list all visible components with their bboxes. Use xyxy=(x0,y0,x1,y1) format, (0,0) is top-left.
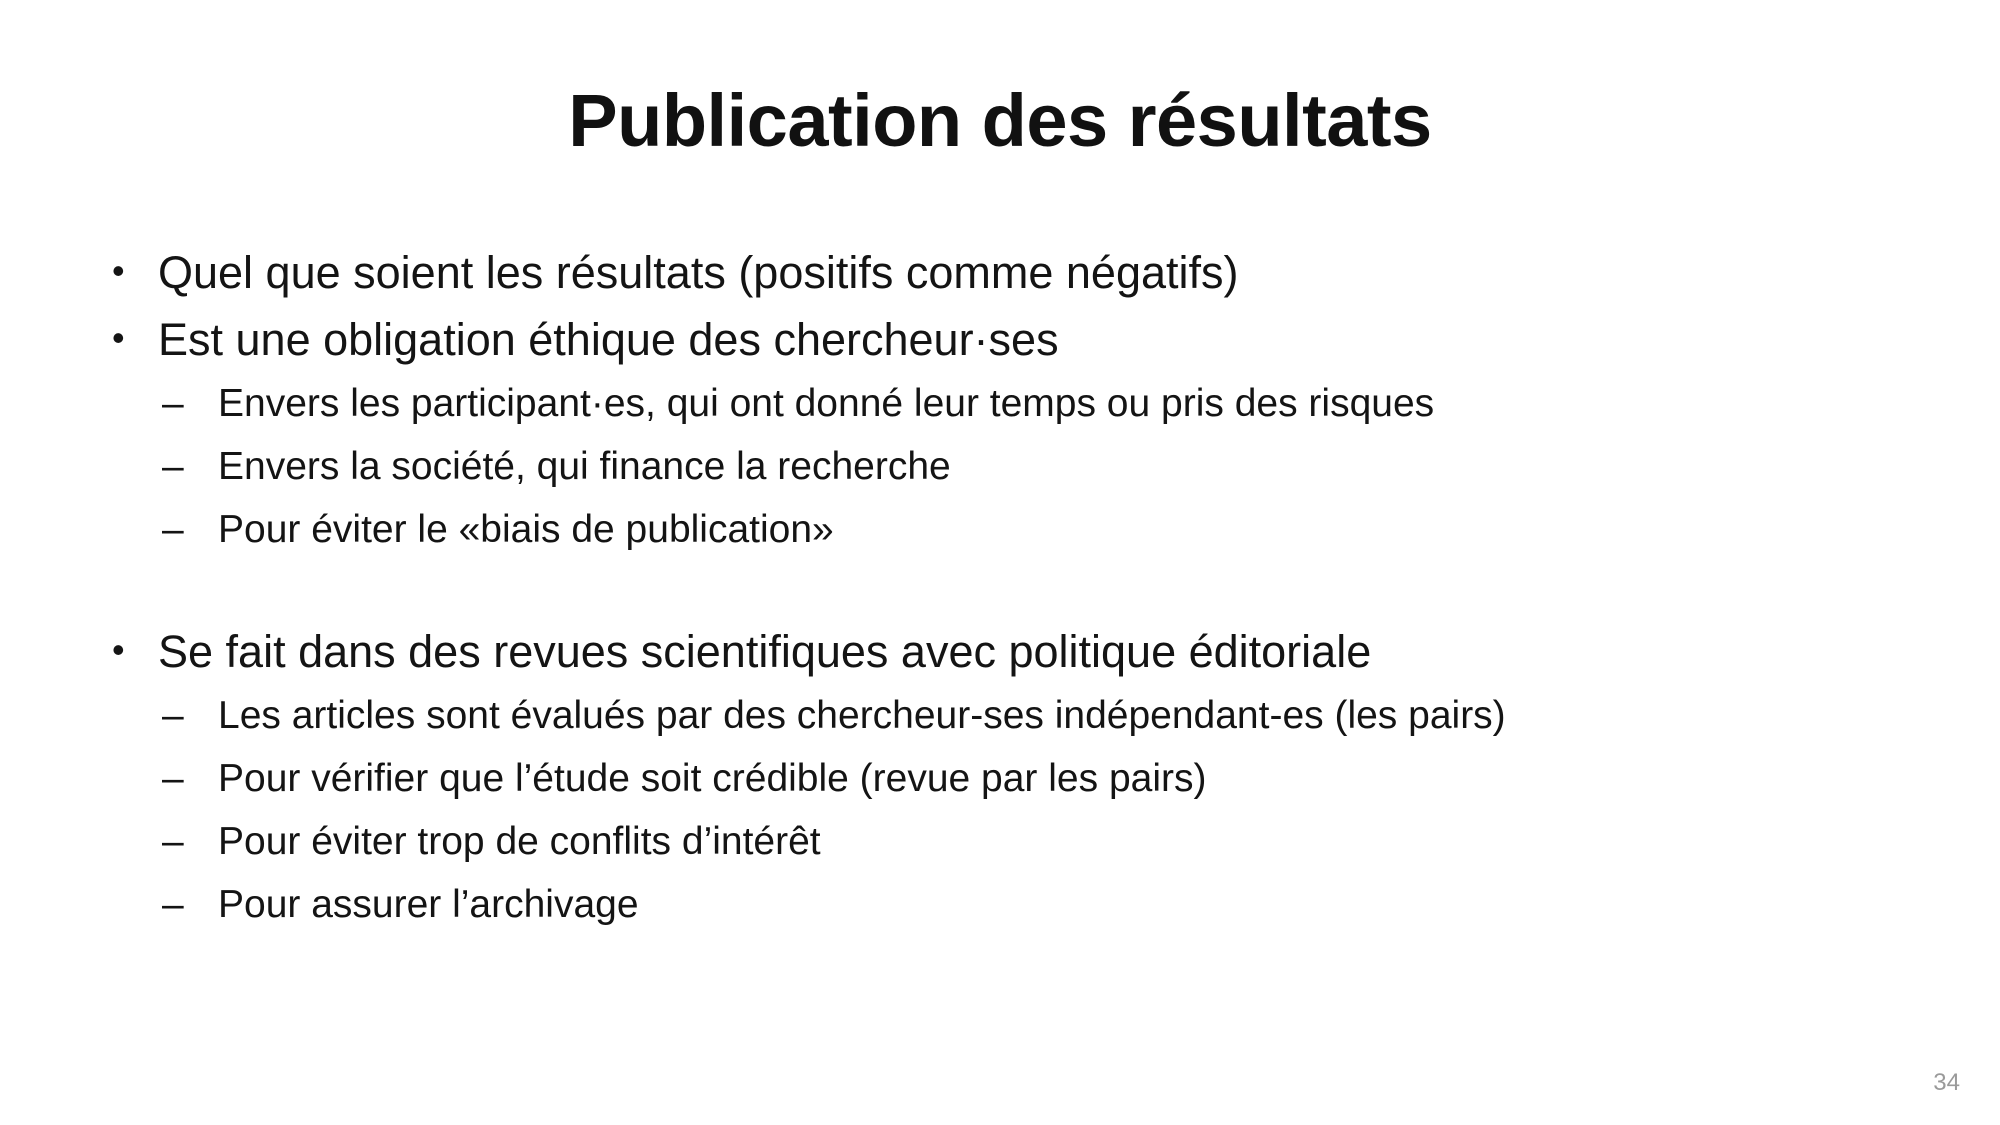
sub-list-item-label: Pour éviter trop de conflits d’intérêt xyxy=(218,820,821,863)
sub-list-item xyxy=(100,759,1920,798)
sub-list-item xyxy=(100,822,1920,861)
bullet-marker: • xyxy=(112,629,125,670)
list-spacer xyxy=(100,573,1920,629)
list-item xyxy=(100,314,1920,365)
sub-list-item-label: Envers la société, qui finance la recherche xyxy=(218,445,951,488)
list-item-label: Est une obligation éthique des chercheur·ses xyxy=(158,314,1059,365)
list-item-label: Quel que soient les résultats (positifs comme négatifs) xyxy=(158,247,1239,298)
dash-marker: – xyxy=(162,382,184,425)
sub-list-item xyxy=(100,696,1920,735)
bullet-marker: • xyxy=(112,317,125,358)
sub-list-item xyxy=(100,885,1920,924)
sub-list-item-label: Les articles sont évalués par des chercheur-ses indépendant-es (les pairs) xyxy=(218,694,1506,737)
sub-list-item-label: Envers les participant·es, qui ont donné leur temps ou pris des risques xyxy=(218,382,1435,425)
page-number: 34 xyxy=(1933,1069,1960,1096)
list-item xyxy=(100,247,1920,298)
dash-marker: – xyxy=(162,820,184,863)
dash-marker: – xyxy=(162,757,184,800)
list-item-label: Se fait dans des revues scientifiques avec politique éditoriale xyxy=(158,626,1372,677)
sub-list-item xyxy=(100,447,1920,486)
sub-list-item xyxy=(100,384,1920,423)
sub-list-item xyxy=(100,510,1920,549)
dash-marker: – xyxy=(162,445,184,488)
dash-marker: – xyxy=(162,508,184,551)
bullet-marker: • xyxy=(112,250,125,291)
dash-marker: – xyxy=(162,694,184,737)
list-item xyxy=(100,626,1920,677)
sub-list-item-label: Pour vérifier que l’étude soit crédible (revue par les pairs) xyxy=(218,757,1207,800)
sub-list-item-label: Pour assurer l’archivage xyxy=(218,883,639,926)
slide-body xyxy=(100,247,1920,948)
dash-marker: – xyxy=(162,883,184,926)
sub-list-item-label: Pour éviter le «biais de publication» xyxy=(218,508,834,551)
page-title: Publication des résultats xyxy=(568,79,1432,162)
